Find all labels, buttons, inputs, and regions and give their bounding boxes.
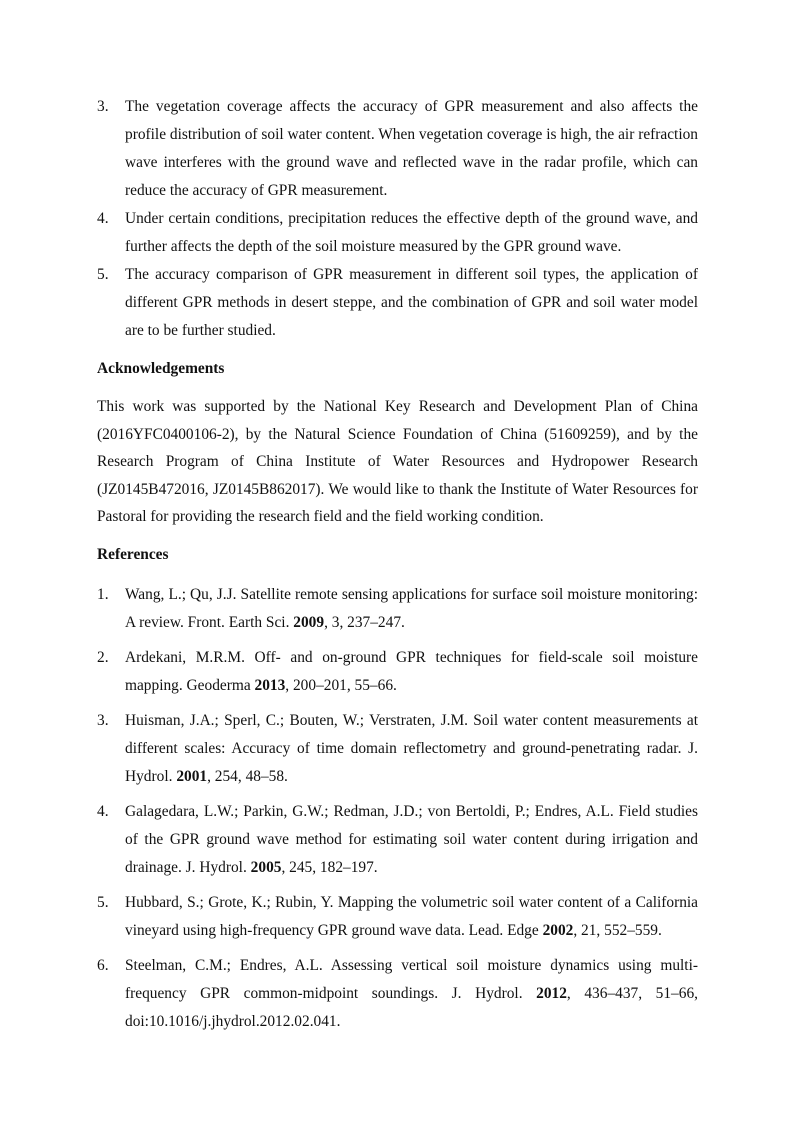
references-list [97, 581, 698, 1036]
reference-text: Huisman, J.A.; Sperl, C.; Bouten, W.; Verstraten, J.M. Soil water content measurements at different scales: Accuracy of time domain reflectometry and ground-penetrating radar. J. Hydrol. [125, 711, 698, 785]
acknowledgements-text: This work was supported by the National Key Research and Development Plan of China (2016YFC0400106-2), by the Natural Science Foundation of China (51609259), and by the Research Program of China Institute of Water Resources and Hydropower Research (JZ0145B472016, JZ0145B862017). We would like to thank the Institute of Water Resources for Pastoral for providing the research field and the field working condition. [97, 398, 698, 526]
reference-text: Wang, L.; Qu, J.J. Satellite remote sensing applications for surface soil moisture monitoring: A review. Front. Earth Sci. [125, 585, 698, 631]
reference-details: , 436–437, 51–66, doi:10.1016/j.jhydrol.2012.02.041. [125, 984, 698, 1030]
acknowledgements-heading: Acknowledgements [97, 360, 225, 377]
reference-details: , 200–201, 55–66. [285, 676, 397, 694]
references-heading: References [97, 545, 169, 563]
reference-number: 3. [97, 711, 109, 729]
reference-year: 2009 [293, 613, 325, 631]
list-item [97, 261, 698, 345]
list-item-text: The accuracy comparison of GPR measurement in different soil types, the application of different GPR methods in desert steppe, and the combination of GPR and soil water model are to be further studied. [125, 266, 698, 339]
reference-item [97, 581, 698, 637]
reference-details: , 245, 182–197. [281, 858, 378, 876]
reference-details: , 21, 552–559. [573, 921, 662, 939]
reference-item [97, 889, 698, 945]
reference-text: Ardekani, M.R.M. Off- and on-ground GPR techniques for field-scale soil moisture mapping. Geoderma [125, 648, 698, 694]
list-item-text: Under certain conditions, precipitation reduces the effective depth of the ground wave, and further affects the depth of the soil moisture measured by the GPR ground wave. [125, 210, 698, 255]
list-item [97, 93, 698, 205]
reference-item [97, 952, 698, 1036]
conclusions-list [97, 93, 698, 345]
list-item-number: 4. [97, 210, 109, 227]
list-item [97, 205, 698, 261]
reference-text: Hubbard, S.; Grote, K.; Rubin, Y. Mapping the volumetric soil water content of a California vineyard using high-frequency GPR ground wave data. Lead. Edge [125, 893, 698, 939]
reference-number: 6. [97, 956, 109, 974]
list-item-text: The vegetation coverage affects the accuracy of GPR measurement and also affects the profile distribution of soil water content. When vegetation coverage is high, the air refraction wave interferes with the ground wave and reflected wave in the radar profile, which can reduce the accuracy of GPR measurement. [125, 98, 698, 199]
reference-number: 5. [97, 893, 109, 911]
reference-item [97, 644, 698, 700]
reference-text: Steelman, C.M.; Endres, A.L. Assessing vertical soil moisture dynamics using multi-frequency GPR common-midpoint soundings. J. Hydrol. [125, 956, 698, 1002]
reference-year: 2012 [536, 984, 567, 1002]
reference-year: 2002 [542, 921, 574, 939]
reference-details: , 254, 48–58. [207, 767, 288, 785]
reference-year: 2005 [250, 858, 282, 876]
reference-year: 2013 [254, 676, 286, 694]
reference-year: 2001 [176, 767, 208, 785]
paper-page [97, 93, 698, 1036]
reference-number: 4. [97, 802, 109, 820]
reference-item [97, 707, 698, 791]
reference-details: , 3, 237–247. [324, 613, 405, 631]
reference-number: 2. [97, 648, 109, 666]
reference-number: 1. [97, 585, 109, 603]
reference-item [97, 798, 698, 882]
reference-text: Galagedara, L.W.; Parkin, G.W.; Redman, J.D.; von Bertoldi, P.; Endres, A.L. Field studies of the GPR ground wave method for estimating soil water content during irrigation and drainage. J. Hydrol. [125, 802, 698, 876]
list-item-number: 3. [97, 98, 109, 115]
list-item-number: 5. [97, 266, 109, 283]
